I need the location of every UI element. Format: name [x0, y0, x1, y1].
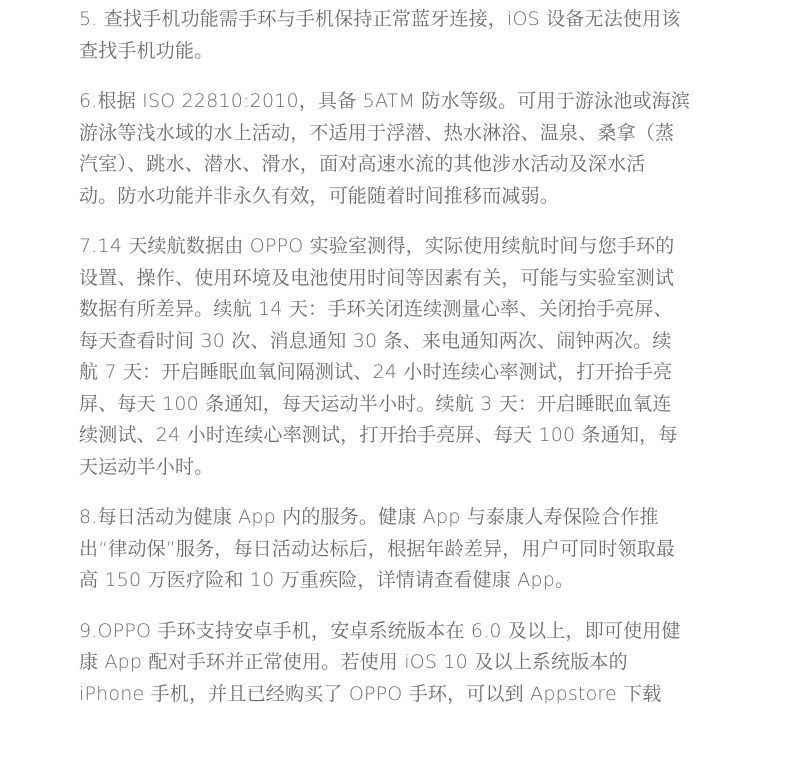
footnote-6: 6.根据 ISO 22810:2010，具备 5ATM 防水等级。可用于游泳池或海滨 游泳等浅水域的水上活动，不适用于浮潜、热水淋浴、温泉、桑拿（蒸 汽室）、跳水、潜水、滑水，面对高速水流的其他涉水活动及深水活 动。防水功能并非永久有效，可能随着时间推移而减弱。	[79, 90, 691, 207]
footnote-5: 5. 查找手机功能需手环与手机保持正常蓝牙连接，iOS 设备无法使用该 查找手机功能。	[79, 8, 681, 62]
footnotes-section	[79, 0, 719, 710]
footnote-8: 8.每日活动为健康 App 内的服务。健康 App 与泰康人寿保险合作推 出“律动保”服务，每日活动达标后，根据年龄差异，用户可同时领取最 高 150 万医疗险和 10 万重疾险，详情请查看健康 App。	[79, 506, 676, 591]
footnote-7: 7.14 天续航数据由 OPPO 实验室测得，实际使用续航时间与您手环的 设置、操作、使用环境及电池使用时间等因素有关，可能与实验室测试 数据有所差异。续航 14 天：手环关闭连续测量心率、关闭抬手亮屏、 每天查看时间 30 次、消息通知 30 条、来电通知两次、闹钟两次。续 航 7 天：开启睡眠血氧间隔测试、24 小时连续心率测试，打开抬手亮 屏、每天 100 条通知，每天运动半小时。续航 3 天：开启睡眠血氧连 续测试、24 小时连续心率测试，打开抬手亮屏、每天 100 条通知，每 天运动半小时。	[79, 235, 678, 478]
footnote-9: 9.OPPO 手环支持安卓手机，安卓系统版本在 6.0 及以上，即可使用健 康 App 配对手环并正常使用。若使用 iOS 10 及以上系统版本的 iPhone 手机，并且已经购买了 OPPO 手环，可以到 Appstore 下载	[79, 619, 681, 705]
